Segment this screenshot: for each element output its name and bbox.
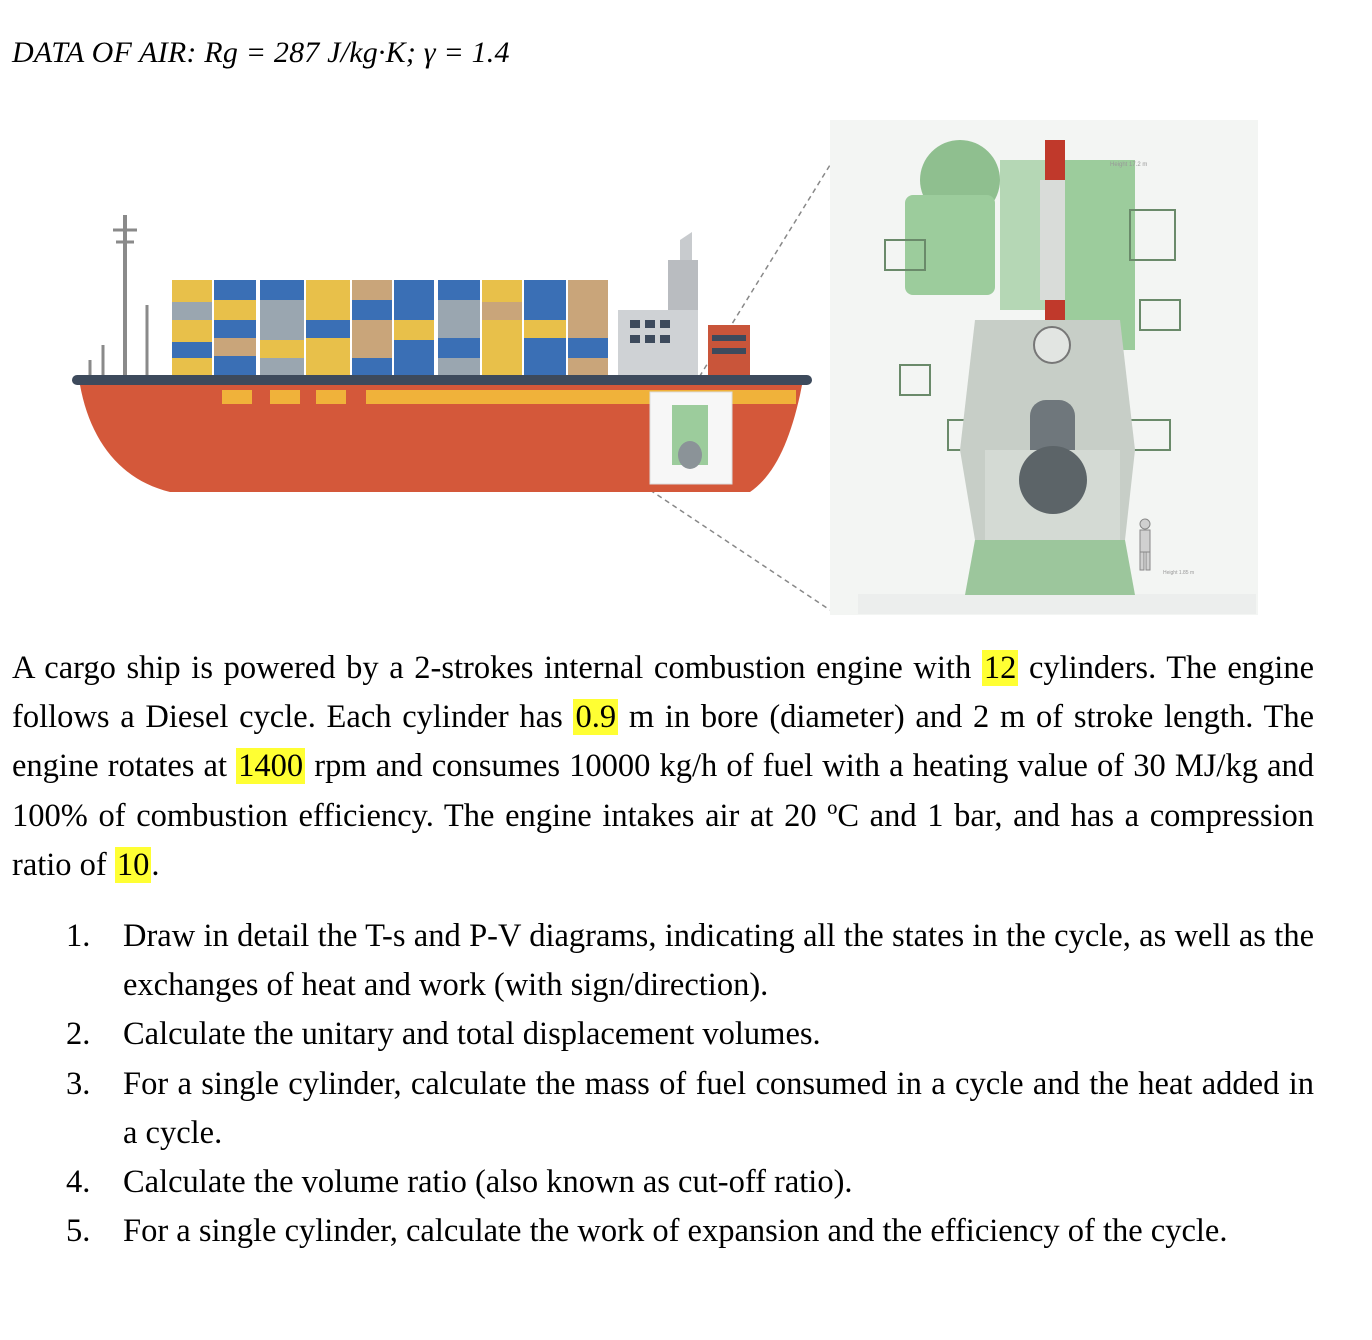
problem-statement [12,644,1314,890]
question-text: For a single cylinder, calculate the mass of fuel consumed in a cycle and the heat added in a cycle. [123,1065,1314,1151]
problem-text-4: rpm and consumes 10000 kg/h of fuel with a heating value of 30 MJ/kg and 100% of combustion efficiency. The engine intakes air at 20 ºC and 1 bar, and has a compression ratio of [12,748,1315,883]
question-number: 4. [66,1164,91,1201]
ship-mast [90,215,147,375]
problem-text-5: . [151,846,160,883]
air-data-line: DATA OF AIR: Rg = 287 J/kg·K; γ = 1.4 [12,36,510,69]
problem-text-3: m in bore (diameter) and 2 m of stroke length. The engine rotates at [12,699,1315,785]
question-text: Calculate the unitary and total displacement volumes. [123,1016,821,1053]
person-height-label: Height 1.85 m [1163,570,1195,576]
question-text: Calculate the volume ratio (also known as cut-off ratio). [123,1164,853,1201]
question-list [66,912,1314,1256]
engine-height-label: Height 17.2 m [1110,162,1148,168]
problem-text-2: cylinders. The engine follows a Diesel cycle. Each cylinder has [12,650,1315,736]
highlight-bore: 0.9 [575,699,617,736]
ship-engine-illustration [0,120,1372,620]
question-item [66,912,1314,1010]
question-number: 2. [66,1016,91,1053]
highlight-compression-ratio: 10 [116,846,150,883]
question-item [66,1207,1314,1256]
container-stacks [172,280,608,375]
ship-hull [72,375,812,492]
question-text: Draw in detail the T-s and P-V diagrams, indicating all the states in the cycle, as well as the exchanges of heat and work (with sign/direction). [123,918,1314,1004]
question-item [66,1158,1314,1207]
highlight-rpm: 1400 [238,748,304,785]
question-number: 5. [66,1213,91,1250]
question-text: For a single cylinder, calculate the work of expansion and the efficiency of the cycle. [123,1213,1228,1250]
question-number: 1. [66,918,91,954]
highlight-cylinders: 12 [983,650,1017,686]
question-item [66,1060,1314,1158]
problem-text-1: A cargo ship is powered by a 2-strokes internal combustion engine with [12,650,982,686]
question-item [66,1010,1314,1059]
question-number: 3. [66,1065,91,1102]
zoom-line-bottom [650,490,830,610]
ship-superstructure [618,232,750,375]
ship-engine-figure [0,120,1372,620]
engine-cutaway [830,120,1258,615]
